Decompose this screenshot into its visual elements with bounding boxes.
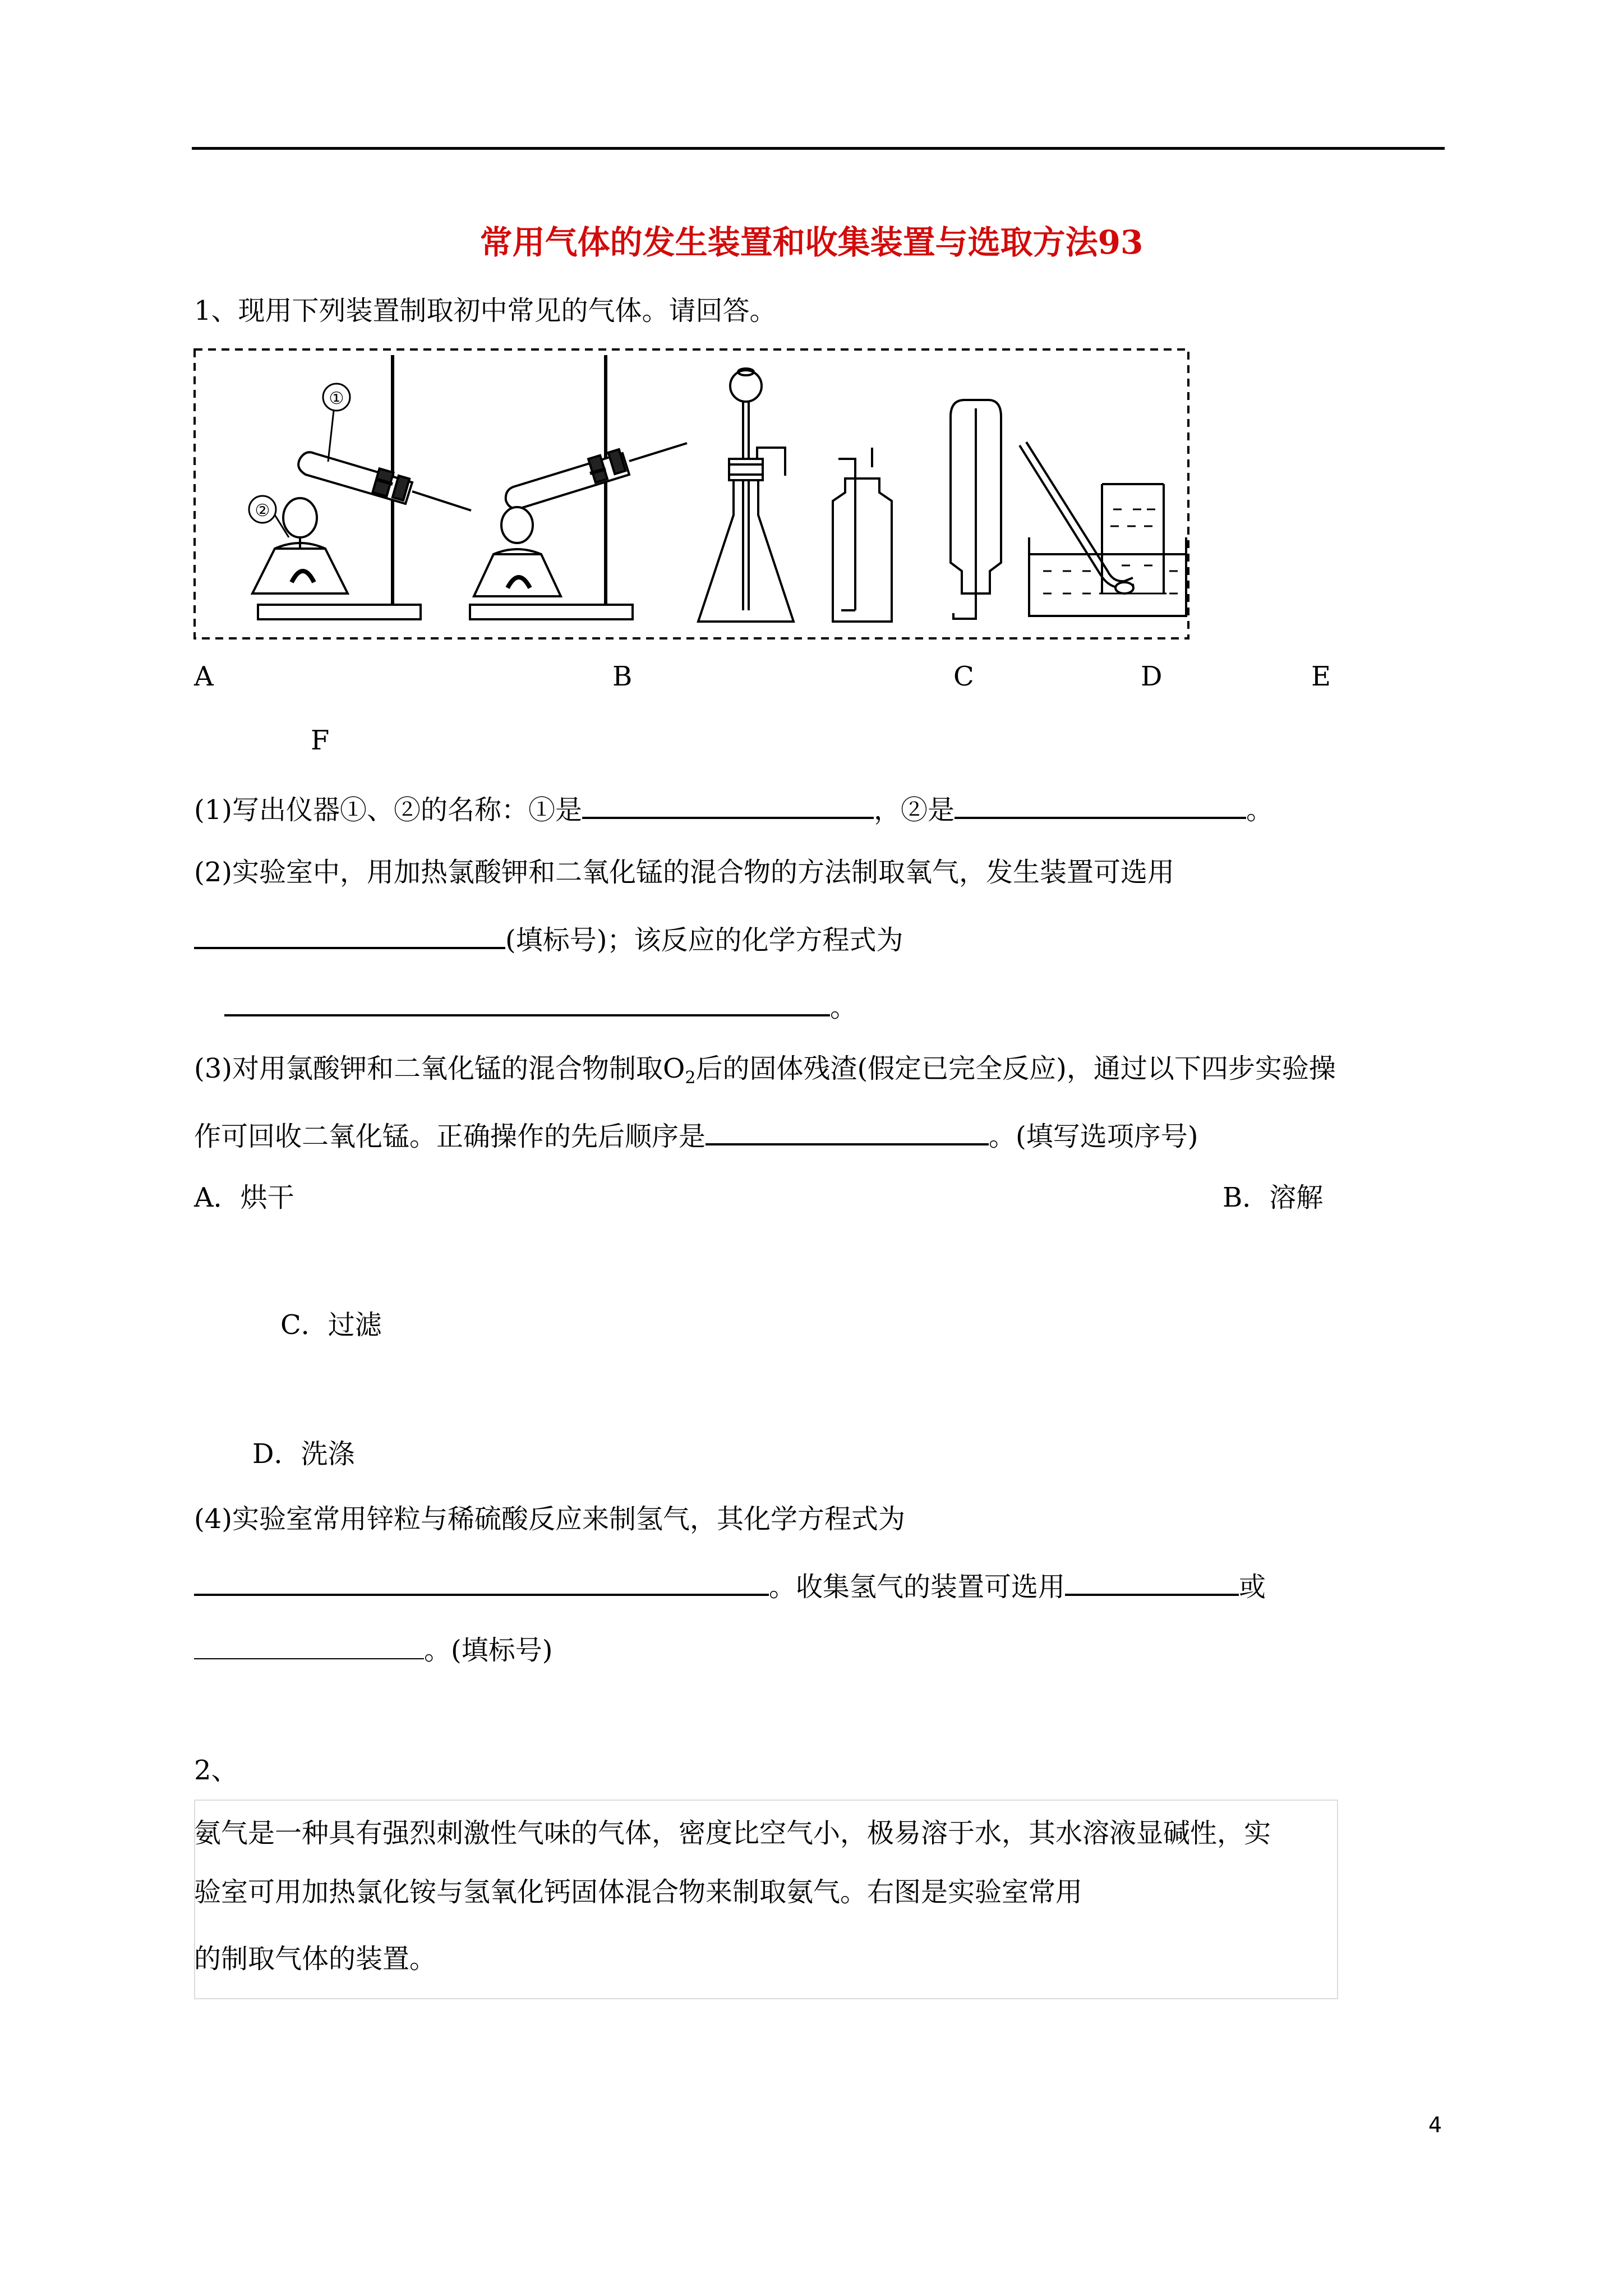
question-2-line-3: 的制取气体的装置。 [194, 1943, 437, 1975]
option-d: D．洗涤 [252, 1438, 355, 1470]
question-2-line-2: 验室可用加热氯化铵与氢氧化钙固体混合物来制取氨气。右图是实验室常用 [194, 1876, 1083, 1908]
question-2-line-1: 氨气是一种具有强烈刺激性气味的气体，密度比空气小，极易溶于水，其水溶液显碱性，实 [194, 1818, 1271, 1849]
answer-blank-collector-1[interactable] [1065, 1567, 1239, 1596]
part-1-text-c: 。 [1246, 794, 1274, 826]
option-a: A．烘干 [194, 1182, 294, 1213]
question-1-part-2-line-3 [224, 987, 857, 1024]
option-b: B．溶解 [1223, 1182, 1324, 1213]
apparatus-a [249, 355, 471, 619]
answer-blank-instrument-1[interactable] [582, 790, 874, 819]
apparatus-b [470, 355, 687, 619]
part-3-text-a: (3)对用氯酸钾和二氧化锰的混合物制取O [194, 1053, 685, 1084]
question-2-number: 2、 [194, 1755, 238, 1786]
answer-blank-generator[interactable] [194, 920, 505, 949]
apparatus-d [833, 448, 892, 622]
question-1-part-4-line-3 [194, 1631, 552, 1667]
apparatus-f [1020, 442, 1186, 616]
question-1-part-3-line-2 [194, 1116, 1198, 1153]
apparatus-label-b: B [612, 661, 633, 692]
apparatus-label-a: A [194, 661, 214, 692]
apparatus-e [951, 400, 1001, 619]
question-1-part-2-line-1: (2)实验室中，用加热氯酸钾和二氧化锰的混合物的方法制取氧气，发生装置可选用 [194, 857, 1174, 888]
apparatus-label-d: D [1141, 661, 1163, 692]
page-title: 常用气体的发生装置和收集装置与选取方法93 [479, 223, 1144, 261]
apparatus-label-f: F [311, 725, 330, 756]
answer-blank-collector-2[interactable] [194, 1631, 424, 1659]
part-3-text-c: 作可回收二氧化锰。正确操作的先后顺序是 [194, 1121, 706, 1152]
part-3-text-b: 后的固体残渣(假定已完全反应)，通过以下四步实验操 [695, 1053, 1336, 1084]
apparatus-label-e: E [1311, 661, 1331, 692]
circled-label-1: ① [329, 389, 344, 408]
part-4-text-c: 。(填标号) [424, 1635, 553, 1666]
question-1-intro: 1、现用下列装置制取初中常见的气体。请回答。 [194, 295, 777, 326]
part-1-text-b: ，②是 [874, 794, 955, 826]
header-rule [192, 147, 1445, 150]
question-1-part-4-line-1: (4)实验室常用锌粒与稀硫酸反应来制氢气，其化学方程式为 [194, 1503, 905, 1535]
apparatus-label-c: C [953, 661, 974, 692]
answer-blank-equation-oxygen[interactable] [224, 987, 830, 1016]
part-1-text-a: (1)写出仪器①、②的名称：①是 [194, 794, 582, 826]
answer-blank-equation-hydrogen[interactable] [194, 1567, 769, 1596]
question-1-part-1 [194, 790, 1273, 827]
question-1-part-4-line-2 [194, 1567, 1266, 1604]
question-1-part-2-line-2 [194, 920, 903, 957]
answer-blank-order[interactable] [706, 1116, 989, 1145]
part-4-text-b: 或 [1239, 1571, 1266, 1603]
part-4-text-a: 。收集氢气的装置可选用 [769, 1571, 1066, 1603]
part-2-text: (填标号)；该反应的化学方程式为 [505, 924, 903, 956]
part-2-end: 。 [830, 992, 857, 1023]
option-c: C．过滤 [280, 1309, 382, 1341]
question-1-part-3-line-1 [194, 1052, 1336, 1095]
o2-subscript: 2 [685, 1068, 696, 1088]
circled-label-2: ② [255, 501, 270, 521]
part-3-text-d: 。(填写选项序号) [989, 1121, 1198, 1152]
apparatus-c [698, 369, 794, 622]
apparatus-figure [191, 347, 1195, 644]
answer-blank-instrument-2[interactable] [955, 790, 1246, 819]
page-number: 4 [1428, 2113, 1442, 2137]
